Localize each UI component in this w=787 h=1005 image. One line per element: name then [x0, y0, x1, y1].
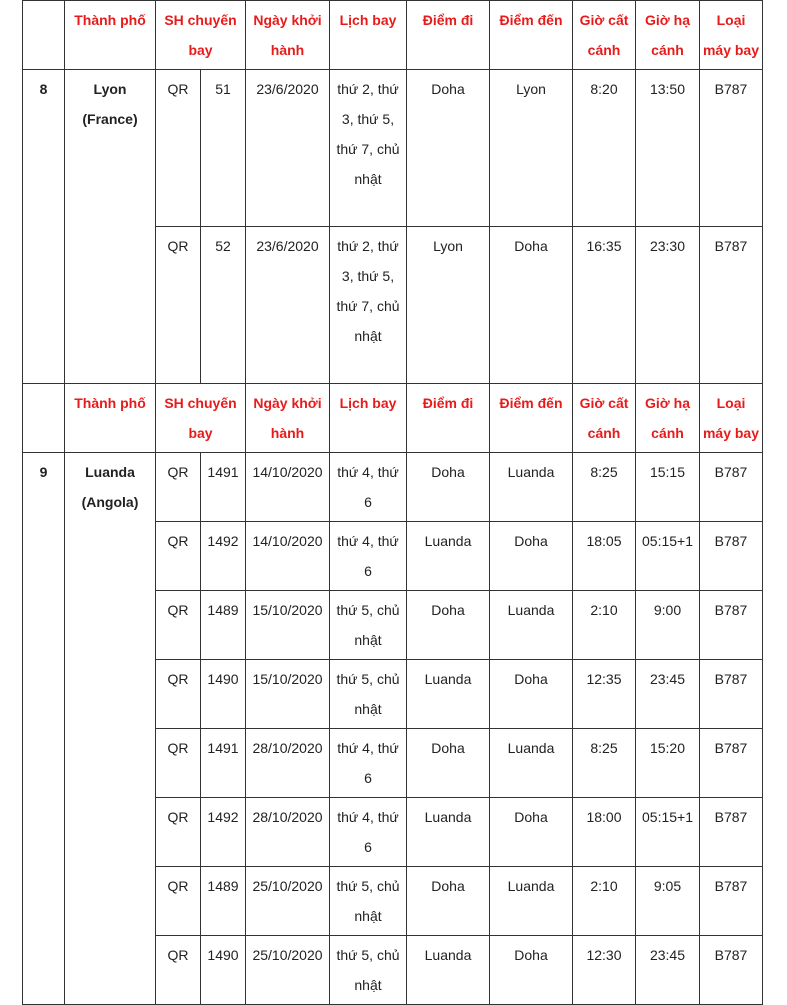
departure-time: 2:10 [573, 867, 636, 936]
header-arrival-time: Giờ hạ cánh [636, 1, 700, 70]
schedule-days: thứ 4, thứ 6 [330, 522, 407, 591]
arrival-time: 23:30 [636, 227, 700, 384]
departure-time: 18:05 [573, 522, 636, 591]
header-departure-date: Ngày khởi hành [246, 1, 330, 70]
origin: Luanda [407, 798, 490, 867]
airline-code: QR [156, 798, 201, 867]
country-name: (Angola) [81, 494, 139, 510]
destination: Luanda [490, 729, 573, 798]
arrival-time: 9:05 [636, 867, 700, 936]
header-origin: Điểm đi [407, 1, 490, 70]
destination: Doha [490, 660, 573, 729]
aircraft-type: B787 [700, 591, 763, 660]
header-schedule: Lịch bay [330, 384, 407, 453]
group-number: 8 [23, 70, 65, 384]
arrival-time: 05:15+1 [636, 798, 700, 867]
header-aircraft: Loại máy bay [700, 1, 763, 70]
flight-number: 1492 [201, 798, 246, 867]
origin: Lyon [407, 227, 490, 384]
arrival-time: 15:15 [636, 453, 700, 522]
destination: Luanda [490, 453, 573, 522]
aircraft-type: B787 [700, 729, 763, 798]
arrival-time: 23:45 [636, 660, 700, 729]
city-name: Lyon [93, 81, 127, 97]
departure-date: 14/10/2020 [246, 522, 330, 591]
airline-code: QR [156, 936, 201, 1005]
header-flight-number: SH chuyến bay [156, 1, 246, 70]
aircraft-type: B787 [700, 70, 763, 227]
header-departure-date: Ngày khởi hành [246, 384, 330, 453]
flight-number: 1491 [201, 453, 246, 522]
header-schedule: Lịch bay [330, 1, 407, 70]
header-no-cell [23, 384, 65, 453]
destination: Doha [490, 798, 573, 867]
aircraft-type: B787 [700, 227, 763, 384]
departure-date: 15/10/2020 [246, 660, 330, 729]
airline-code: QR [156, 867, 201, 936]
departure-time: 8:20 [573, 70, 636, 227]
country-name: (France) [82, 111, 138, 127]
departure-time: 2:10 [573, 591, 636, 660]
table-row [23, 453, 763, 522]
origin: Doha [407, 591, 490, 660]
destination: Doha [490, 227, 573, 384]
header-city: Thành phố [65, 384, 156, 453]
flight-schedule-table [22, 0, 763, 1005]
schedule-days: thứ 5, chủ nhật [330, 936, 407, 1005]
schedule-days: thứ 5, chủ nhật [330, 660, 407, 729]
aircraft-type: B787 [700, 660, 763, 729]
origin: Luanda [407, 522, 490, 591]
origin: Doha [407, 70, 490, 227]
header-arrival-time: Giờ hạ cánh [636, 384, 700, 453]
schedule-days: thứ 2, thứ 3, thứ 5, thứ 7, chủ nhật [330, 70, 407, 227]
destination: Doha [490, 522, 573, 591]
schedule-days: thứ 2, thứ 3, thứ 5, thứ 7, chủ nhật [330, 227, 407, 384]
city-name: Luanda [85, 464, 135, 480]
departure-time: 16:35 [573, 227, 636, 384]
flight-number: 1490 [201, 660, 246, 729]
departure-time: 12:30 [573, 936, 636, 1005]
destination: Luanda [490, 867, 573, 936]
arrival-time: 05:15+1 [636, 522, 700, 591]
header-row [23, 1, 763, 70]
header-origin: Điểm đi [407, 384, 490, 453]
city-cell [65, 453, 156, 1005]
aircraft-type: B787 [700, 453, 763, 522]
arrival-time: 23:45 [636, 936, 700, 1005]
destination: Doha [490, 936, 573, 1005]
departure-date: 25/10/2020 [246, 867, 330, 936]
departure-date: 25/10/2020 [246, 936, 330, 1005]
departure-date: 28/10/2020 [246, 729, 330, 798]
flight-number: 1490 [201, 936, 246, 1005]
schedule-days: thứ 4, thứ 6 [330, 453, 407, 522]
origin: Doha [407, 867, 490, 936]
departure-time: 12:35 [573, 660, 636, 729]
airline-code: QR [156, 227, 201, 384]
arrival-time: 9:00 [636, 591, 700, 660]
header-departure-time: Giờ cất cánh [573, 384, 636, 453]
arrival-time: 13:50 [636, 70, 700, 227]
header-flight-number: SH chuyến bay [156, 384, 246, 453]
flight-number: 52 [201, 227, 246, 384]
schedule-days: thứ 5, chủ nhật [330, 591, 407, 660]
aircraft-type: B787 [700, 522, 763, 591]
origin: Luanda [407, 936, 490, 1005]
flight-number: 1489 [201, 591, 246, 660]
departure-date: 23/6/2020 [246, 227, 330, 384]
airline-code: QR [156, 453, 201, 522]
departure-date: 23/6/2020 [246, 70, 330, 227]
departure-date: 15/10/2020 [246, 591, 330, 660]
header-departure-time: Giờ cất cánh [573, 1, 636, 70]
origin: Luanda [407, 660, 490, 729]
airline-code: QR [156, 729, 201, 798]
aircraft-type: B787 [700, 798, 763, 867]
header-aircraft: Loại máy bay [700, 384, 763, 453]
arrival-time: 15:20 [636, 729, 700, 798]
departure-date: 28/10/2020 [246, 798, 330, 867]
destination: Lyon [490, 70, 573, 227]
flight-number: 1492 [201, 522, 246, 591]
header-row [23, 384, 763, 453]
header-no-cell [23, 1, 65, 70]
airline-code: QR [156, 522, 201, 591]
origin: Doha [407, 729, 490, 798]
airline-code: QR [156, 591, 201, 660]
departure-time: 8:25 [573, 729, 636, 798]
header-destination: Điểm đến [490, 384, 573, 453]
origin: Doha [407, 453, 490, 522]
schedule-days: thứ 5, chủ nhật [330, 867, 407, 936]
schedule-days: thứ 4, thứ 6 [330, 729, 407, 798]
flight-number: 51 [201, 70, 246, 227]
table-row [23, 70, 763, 227]
airline-code: QR [156, 70, 201, 227]
header-city: Thành phố [65, 1, 156, 70]
departure-time: 8:25 [573, 453, 636, 522]
flight-number: 1491 [201, 729, 246, 798]
departure-time: 18:00 [573, 798, 636, 867]
city-cell [65, 70, 156, 384]
departure-date: 14/10/2020 [246, 453, 330, 522]
aircraft-type: B787 [700, 867, 763, 936]
airline-code: QR [156, 660, 201, 729]
group-number: 9 [23, 453, 65, 1005]
destination: Luanda [490, 591, 573, 660]
schedule-days: thứ 4, thứ 6 [330, 798, 407, 867]
flight-number: 1489 [201, 867, 246, 936]
header-destination: Điểm đến [490, 1, 573, 70]
aircraft-type: B787 [700, 936, 763, 1005]
